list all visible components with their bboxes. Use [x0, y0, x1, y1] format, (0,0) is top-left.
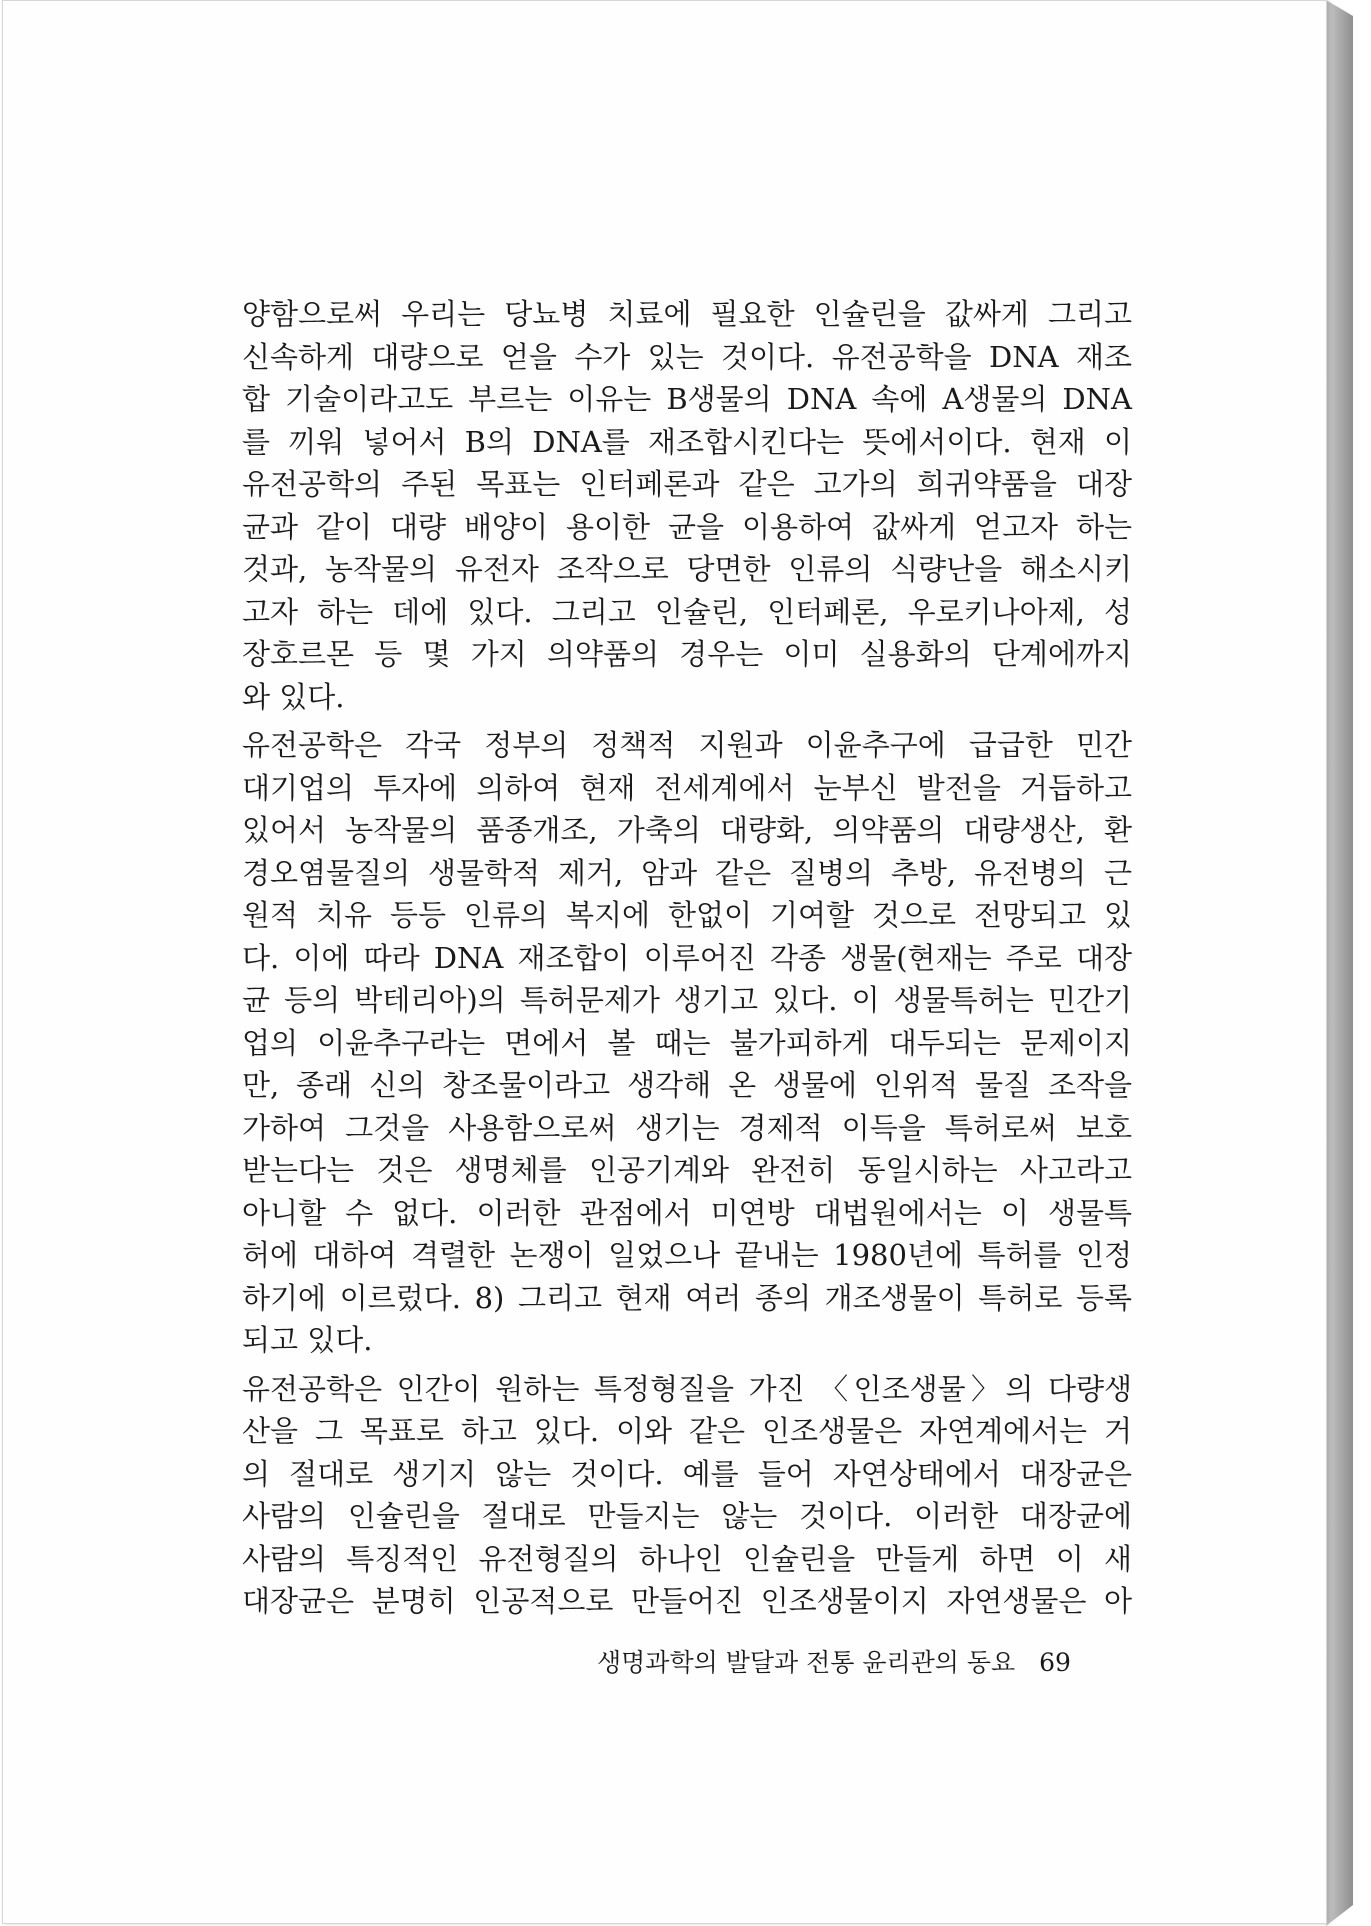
- text-line: 원적 치유 등등 인류의 복지에 한없이 기여할 것으로 전망되고 있: [242, 898, 1132, 932]
- text-line: 균과 같이 대량 배양이 용이한 균을 이용하여 값싸게 얻고자 하는: [242, 509, 1132, 544]
- text-line: 허에 대하여 격렬한 논쟁이 일었으나 끝내는 1980년에 특허를 인정: [242, 1238, 1132, 1272]
- text-line: 대기업의 투자에 의하여 현재 전세계에서 눈부신 발전을 거듭하고: [242, 770, 1132, 805]
- text-line: 경오염물질의 생물학적 제거, 암과 같은 질병의 추방, 유전병의 근: [242, 855, 1132, 890]
- paragraph-3: [242, 1368, 1132, 1623]
- paragraph-1: [242, 293, 1132, 718]
- text-line: 만, 종래 신의 창조물이라고 생각해 온 생물에 인위적 물질 조작을: [242, 1068, 1132, 1102]
- text-line: 다. 이에 따라 DNA 재조합이 이루어진 각종 생물(현재는 주로 대장: [242, 940, 1132, 975]
- text-line: 것과, 농작물의 유전자 조작으로 당면한 인류의 식량난을 해소시키: [242, 552, 1132, 586]
- text-line: 가하여 그것을 사용함으로써 생기는 경제적 이득을 특허로써 보호: [242, 1110, 1132, 1145]
- text-line: 고자 하는 데에 있다. 그리고 인슐린, 인터페론, 우로키나아제, 성: [242, 594, 1132, 629]
- text-line: 신속하게 대량으로 얻을 수가 있는 것이다. 유전공학을 DNA 재조: [242, 339, 1132, 374]
- page-footer: [597, 1643, 1107, 1683]
- text-line: 있어서 농작물의 품종개조, 가축의 대량화, 의약품의 대량생산, 환: [242, 813, 1132, 847]
- text-line: 사람의 특징적인 유전형질의 하나인 인슐린을 만들게 하면 이 새: [242, 1541, 1132, 1576]
- text-line: 업의 이윤추구라는 면에서 볼 때는 불가피하게 대두되는 문제이지: [242, 1025, 1132, 1060]
- text-line: 유전공학은 인간이 원하는 특정형질을 가진 〈인조생물〉의 다량생: [242, 1371, 1132, 1406]
- text-line: 양함으로써 우리는 당뇨병 치료에 필요한 인슐린을 값싸게 그리고: [242, 297, 1132, 331]
- text-line: 아니할 수 없다. 이러한 관점에서 미연방 대법원에서는 이 생물특: [242, 1195, 1132, 1230]
- text-line: 되고 있다.: [242, 1323, 373, 1357]
- text-line: 장호르몬 등 몇 가지 의약품의 경우는 이미 실용화의 단계에까지: [242, 637, 1132, 671]
- text-line: 의 절대로 생기지 않는 것이다. 예를 들어 자연상태에서 대장균은: [242, 1456, 1132, 1491]
- paragraph-2: [242, 724, 1132, 1362]
- book-page: [2, 0, 1327, 1924]
- running-title: 생명과학의 발달과 전통 윤리관의 동요: [597, 1648, 1016, 1677]
- text-line: 사람의 인슐린을 절대로 만들지는 않는 것이다. 이러한 대장균에: [242, 1499, 1132, 1533]
- page-number: 69: [1039, 1648, 1071, 1677]
- text-line: 하기에 이르렀다. 8) 그리고 현재 여러 종의 개조생물이 특허로 등록: [242, 1280, 1132, 1315]
- text-line: 산을 그 목표로 하고 있다. 이와 같은 인조생물은 자연계에서는 거: [242, 1414, 1132, 1448]
- text-line: 균 등의 박테리아)의 특허문제가 생기고 있다. 이 생물특허는 민간기: [242, 983, 1132, 1017]
- body-text: [242, 293, 1132, 1623]
- text-line: 대장균은 분명히 인공적으로 만들어진 인조생물이지 자연생물은 아: [242, 1584, 1132, 1618]
- text-line: 받는다는 것은 생명체를 인공기계와 완전히 동일시하는 사고라고: [242, 1153, 1132, 1187]
- text-line: 를 끼워 넣어서 B의 DNA를 재조합시킨다는 뜻에서이다. 현재 이: [242, 424, 1132, 459]
- text-line: 합 기술이라고도 부르는 이유는 B생물의 DNA 속에 A생물의 DNA: [242, 382, 1132, 416]
- text-line: 와 있다.: [242, 679, 345, 714]
- text-line: 유전공학은 각국 정부의 정책적 지원과 이윤추구에 급급한 민간: [242, 728, 1132, 762]
- text-line: 유전공학의 주된 목표는 인터페론과 같은 고가의 희귀약품을 대장: [242, 467, 1132, 501]
- book-page-edge: [1326, 0, 1353, 1926]
